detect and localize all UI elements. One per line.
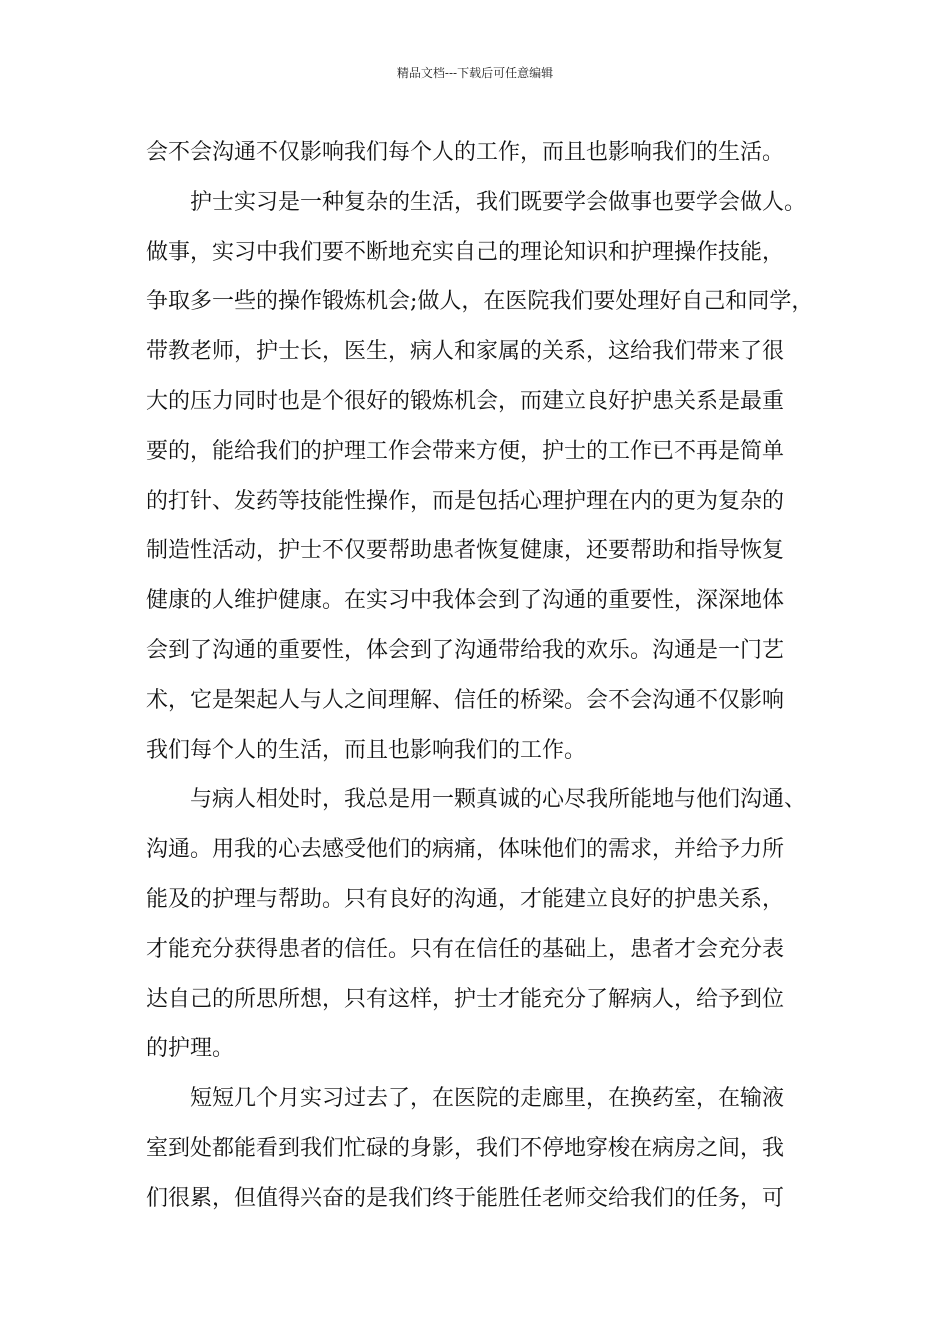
text-line: 带教老师，护士长，医生，病人和家属的关系，这给我们带来了很 (146, 339, 785, 365)
text-line: 室到处都能看到我们忙碌的身影，我们不停地穿梭在病房之间，我 (146, 1135, 785, 1161)
text-line: 会不会沟通不仅影响我们每个人的工作，而且也影响我们的生活。 (146, 140, 785, 165)
text-line: 们很累，但值得兴奋的是我们终于能胜任老师交给我们的任务，可 (146, 1185, 785, 1211)
page-header: 精品文档---下载后可任意编辑 (396, 66, 554, 80)
text-line: 会到了沟通的重要性，体会到了沟通带给我的欢乐。沟通是一门艺 (146, 637, 785, 663)
text-line: 能及的护理与帮助。只有良好的沟通，才能建立良好的护患关系， (146, 886, 785, 912)
text-line: 护士实习是一种复杂的生活，我们既要学会做事也要学会做人。 (190, 189, 807, 215)
text-line: 要的，能给我们的护理工作会带来方便，护士的工作已不再是简单 (146, 438, 785, 464)
text-line: 制造性活动，护士不仅要帮助患者恢复健康，还要帮助和指导恢复 (146, 538, 785, 564)
text-line: 健康的人维护健康。在实习中我体会到了沟通的重要性，深深地体 (146, 588, 785, 614)
text-line: 我们每个人的生活，而且也影响我们的工作。 (146, 737, 587, 763)
text-line: 短短几个月实习过去了，在医院的走廊里，在换药室，在输液 (190, 1086, 785, 1112)
text-line: 与病人相处时，我总是用一颗真诚的心尽我所能地与他们沟通、 (190, 787, 807, 813)
text-line: 大的压力同时也是个很好的锻炼机会，而建立良好护患关系是最重 (146, 388, 785, 414)
text-line: 做事，实习中我们要不断地充实自己的理论知识和护理操作技能， (146, 239, 785, 265)
text-line: 的打针、发药等技能性操作，而是包括心理护理在内的更为复杂的 (146, 488, 785, 514)
text-line: 术，它是架起人与人之间理解、信任的桥梁。会不会沟通不仅影响 (146, 687, 785, 713)
text-line: 的护理。 (146, 1036, 235, 1062)
text-line: 争取多一些的操作锻炼机会;做人，在医院我们要处理好自己和同学， (146, 289, 814, 315)
text-line: 才能充分获得患者的信任。只有在信任的基础上，患者才会充分表 (146, 936, 785, 962)
document-body (146, 128, 826, 1224)
text-line: 达自己的所思所想，只有这样，护士才能充分了解病人，给予到位 (146, 986, 785, 1012)
text-line: 沟通。用我的心去感受他们的病痛，体味他们的需求，并给予力所 (146, 837, 785, 863)
